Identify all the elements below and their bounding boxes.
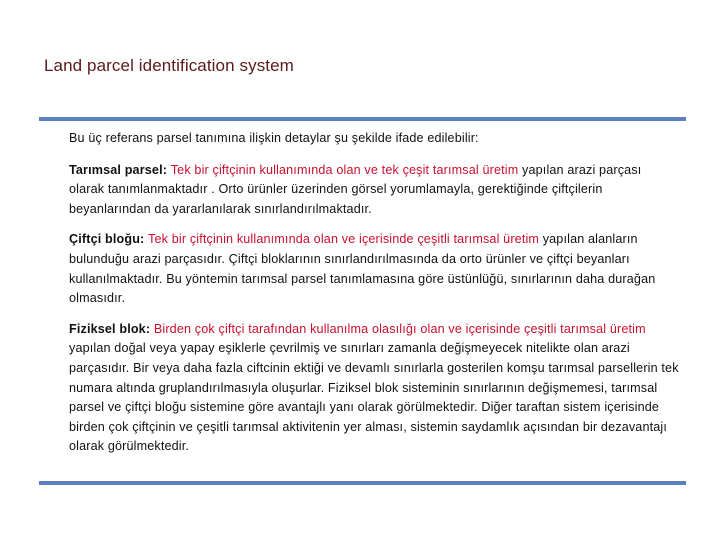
section-term: Fiziksel blok: — [69, 321, 154, 336]
section-term: Tarımsal parsel: — [69, 162, 171, 177]
section-farmer-block — [69, 230, 679, 308]
slide-content — [69, 129, 679, 468]
section-body: yapılan doğal veya yapay eşiklerle çevrilmiş ve sınırları zamanla değişmeyecek nitelikte olan arazi parçasıdır. Bir veya daha fazla ciftcinin ektiği ve devamlı sınırlarla gosterilen komşu tarımsal parsellerin tek numara altında gruplandırılmasıyla oluşurlar. Fiziksel blok sisteminin sınırlarının değişmemesi, tarımsal parsel ve çiftçi bloğu sistemine göre avantajlı yanı olarak görülmektedir. Diğer taraftan sistem içerisinde birden çok çiftçinin ve çeşitli tarımsal aktivitenin yer alması, sistemin saydamlık açısından bir dezavantajı olarak görülmektedir. — [69, 341, 679, 454]
intro-text: Bu üç referans parsel tanımına ilişkin detaylar şu şekilde ifade edilebilir: — [69, 131, 479, 145]
section-body: yapılan alanların bulunduğu arazi parçasıdır. Çiftçi bloklarının sınırlandırılmasında da orto ürünler ve çiftçi beyanları kullanılmaktadır. Bu yöntemin tarımsal parsel tanımlamasına göre üstünlüğü, sınırlarının daha durağan olmasıdır. — [69, 232, 656, 306]
section-agricultural-parcel — [69, 161, 679, 220]
section-highlight: Birden çok çiftçi tarafından kullanılma olasılığı olan ve içerisinde çeşitli tarımsal üretim — [153, 321, 646, 336]
section-body: yapılan arazi parçası olarak tanımlanmaktadır . Orto ürünler üzerinden görsel yorumlamayla, gerektiğinde çiftçilerin beyanlarından da yararlanılarak sınırlandırılmaktadır. — [69, 162, 642, 216]
section-term: Çiftçi bloğu: — [69, 232, 149, 247]
section-highlight: Tek bir çiftçinin kullanımında olan ve içerisinde çeşitli tarımsal üretim — [148, 232, 540, 247]
top-divider — [39, 117, 686, 121]
slide-title: Land parcel identification system — [44, 56, 294, 75]
section-physical-block — [69, 320, 679, 457]
section-highlight: Tek bir çiftçinin kullanımında olan ve tek çeşit tarımsal üretim — [170, 162, 519, 177]
bottom-divider — [39, 481, 686, 485]
